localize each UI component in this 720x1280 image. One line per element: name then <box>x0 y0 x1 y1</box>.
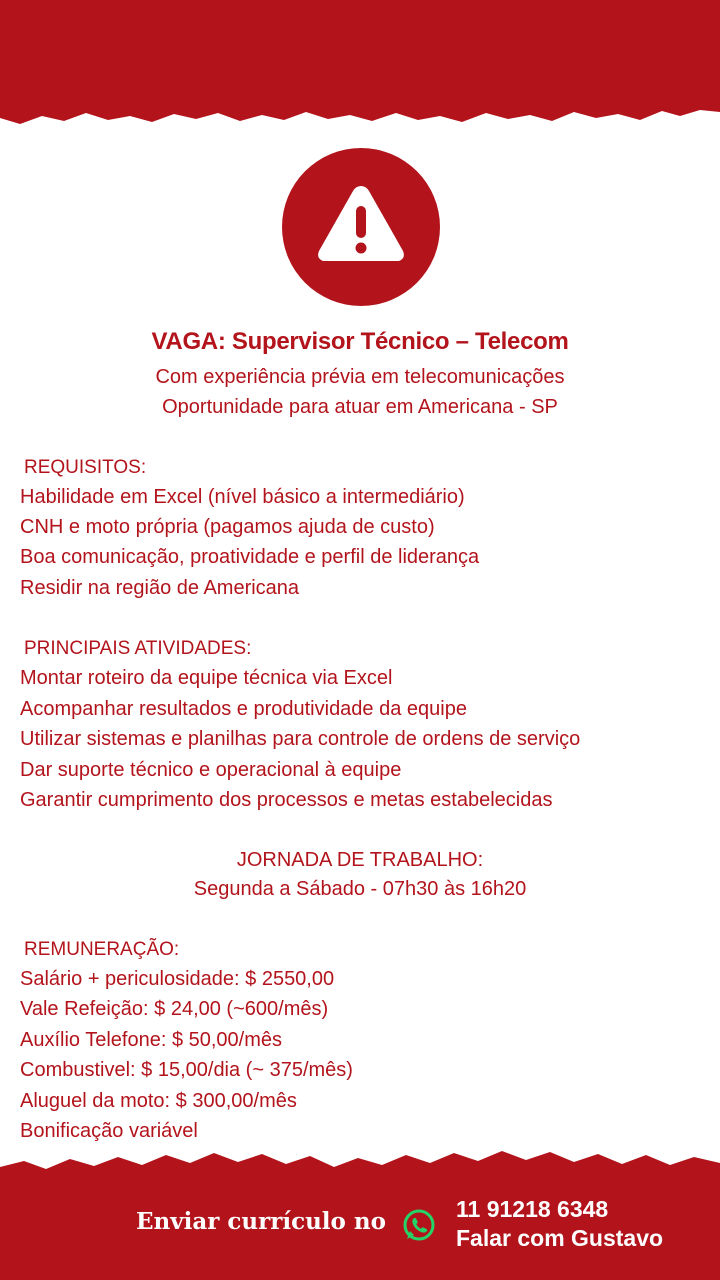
schedule-text: Segunda a Sábado - 07h30 às 16h20 <box>193 878 527 900</box>
activities-heading: PRINCIPAIS ATIVIDADES: <box>24 638 252 659</box>
pay-heading: REMUNERAÇÃO: <box>24 939 180 960</box>
vacancy-title: VAGA: Supervisor Técnico – Telecom <box>151 328 569 355</box>
schedule-heading: JORNADA DE TRABALHO: <box>236 849 484 871</box>
vacancy-subtitle-location: Oportunidade para atuar em Americana - SP <box>162 396 558 418</box>
pay-item: Bonificação variável <box>20 1120 198 1142</box>
send-resume-label: Enviar currículo no <box>136 1208 386 1235</box>
activity-item: Garantir cumprimento dos processos e metas estabelecidas <box>20 789 553 811</box>
whatsapp-icon[interactable] <box>402 1208 436 1242</box>
activity-item: Acompanhar resultados e produtividade da equipe <box>20 698 467 720</box>
pay-item: Auxílio Telefone: $ 50,00/mês <box>20 1029 283 1051</box>
contact-name: Falar com Gustavo <box>456 1225 664 1251</box>
requirement-item: Habilidade em Excel (nível básico a intermediário) <box>20 486 465 508</box>
contact-phone[interactable]: 11 91218 6348 <box>456 1196 609 1222</box>
pay-item: Combustivel: $ 15,00/dia (~ 375/mês) <box>20 1059 353 1081</box>
requirement-item: Boa comunicação, proatividade e perfil de liderança <box>20 546 480 568</box>
pay-item: Salário + periculosidade: $ 2550,00 <box>20 968 335 990</box>
requirement-item: Residir na região de Americana <box>20 577 300 599</box>
warning-icon <box>282 148 440 306</box>
activity-item: Utilizar sistemas e planilhas para controle de ordens de serviço <box>20 728 581 750</box>
pay-item: Aluguel da moto: $ 300,00/mês <box>20 1090 297 1112</box>
vacancy-subtitle-experience: Com experiência prévia em telecomunicações <box>155 366 565 388</box>
activity-item: Dar suporte técnico e operacional à equipe <box>20 759 402 781</box>
requirement-item: CNH e moto própria (pagamos ajuda de custo) <box>20 516 435 538</box>
pay-item: Vale Refeição: $ 24,00 (~600/mês) <box>20 998 329 1020</box>
activity-item: Montar roteiro da equipe técnica via Excel <box>20 667 393 689</box>
top-torn-banner <box>0 0 720 140</box>
requirements-heading: REQUISITOS: <box>24 457 147 478</box>
